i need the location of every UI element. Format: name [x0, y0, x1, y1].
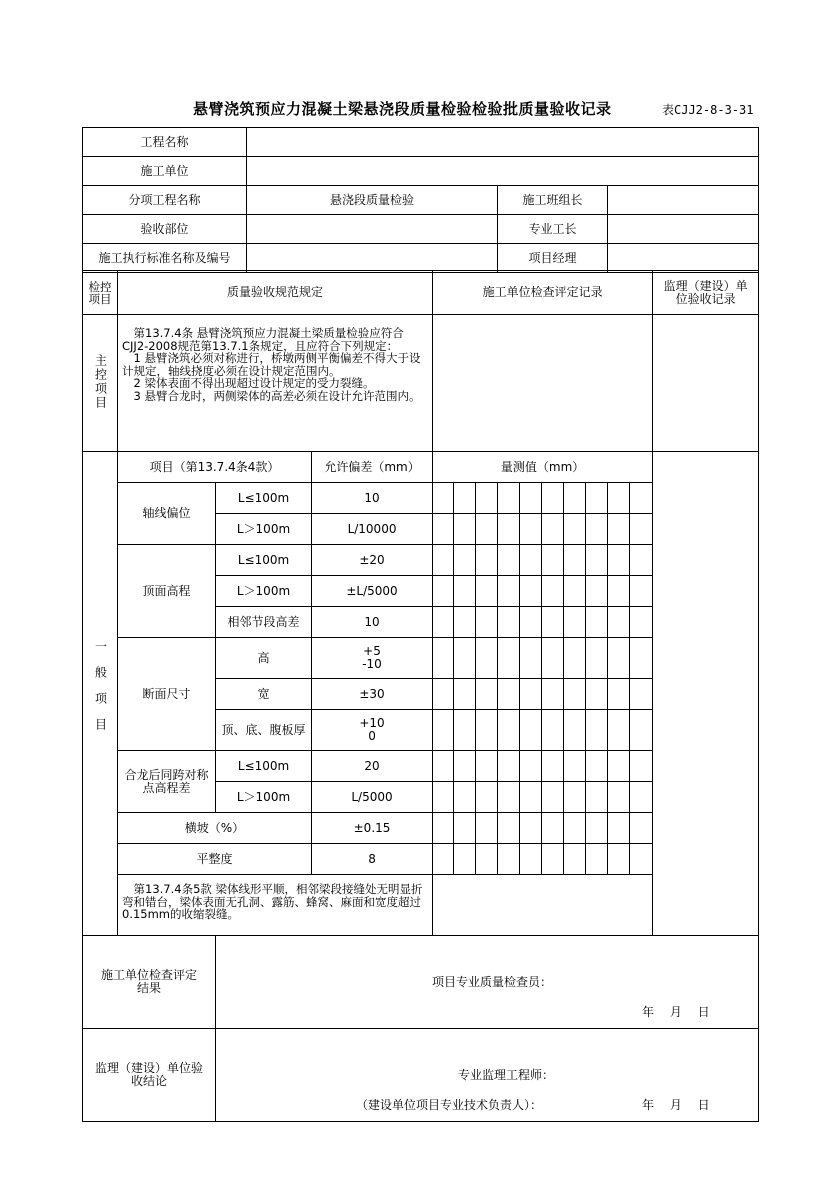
measured-cell[interactable]: [433, 638, 454, 679]
measured-cell[interactable]: [476, 483, 498, 514]
measured-cell[interactable]: [564, 638, 586, 679]
main-control-supervisor[interactable]: [653, 315, 759, 452]
measured-cell[interactable]: [454, 607, 476, 638]
measured-cell[interactable]: [498, 710, 520, 751]
tolerance-value: 10: [312, 607, 433, 638]
measured-cell[interactable]: [542, 844, 564, 875]
measured-cell[interactable]: [454, 782, 476, 813]
measured-cell[interactable]: [454, 576, 476, 607]
measured-cell[interactable]: [542, 751, 564, 782]
measured-cell[interactable]: [454, 483, 476, 514]
measured-cell[interactable]: [630, 751, 653, 782]
measured-cell[interactable]: [454, 514, 476, 545]
measured-header: 量测值（mm）: [433, 452, 653, 483]
page-title: 悬臂浇筑预应力混凝土梁悬浇段质量检验检验批质量验收记录: [193, 100, 612, 118]
engineer-label: 专业监理工程师：: [458, 1068, 555, 1082]
measured-cell[interactable]: [520, 514, 542, 545]
measured-cell[interactable]: [520, 483, 542, 514]
measured-cell[interactable]: [476, 710, 498, 751]
measured-cell[interactable]: [586, 483, 608, 514]
measured-cell[interactable]: [630, 483, 653, 514]
measured-cell[interactable]: [542, 514, 564, 545]
measured-cell[interactable]: [498, 607, 520, 638]
measured-cell[interactable]: [498, 751, 520, 782]
measured-cell[interactable]: [586, 545, 608, 576]
tolerance-value: 8: [312, 844, 433, 875]
team-leader-label: 施工班组长: [498, 186, 608, 215]
measured-cell[interactable]: [433, 782, 454, 813]
measured-cell[interactable]: [564, 576, 586, 607]
measured-cell[interactable]: [498, 782, 520, 813]
subitem-value: 悬浇段质量检验: [247, 186, 498, 215]
measured-cell[interactable]: [520, 751, 542, 782]
standard-label: 施工执行标准名称及编号: [83, 244, 247, 273]
measured-cell[interactable]: [630, 638, 653, 679]
measured-cell[interactable]: [608, 638, 630, 679]
measured-cell[interactable]: [586, 844, 608, 875]
item-sub: 高: [216, 638, 312, 679]
standard-field[interactable]: [247, 244, 498, 273]
measured-cell[interactable]: [586, 607, 608, 638]
general-label: 一般项目: [93, 640, 108, 744]
contractor-result-label: 施工单位检查评定结果: [83, 936, 216, 1029]
measured-cell[interactable]: [542, 483, 564, 514]
measured-cell[interactable]: [542, 607, 564, 638]
item-group: 断面尺寸: [118, 638, 216, 751]
tolerance-value: 10: [312, 483, 433, 514]
signature-table: [82, 935, 759, 1122]
item-sub: L＞100m: [216, 514, 312, 545]
measured-cell[interactable]: [608, 751, 630, 782]
item-group: 顶面高程: [118, 545, 216, 638]
measured-cell[interactable]: [586, 751, 608, 782]
item-sub: L≤100m: [216, 545, 312, 576]
main-control-text: 第13.7.4条 悬臂浇筑预应力混凝土梁质量检验应符合CJJ2-2008规范第13.7.1条规定，且应符合下列规定： 1 悬臂浇筑必须对称进行，桥墩两侧平衡偏差不得大于设计规定，轴线挠度必须在设计规定范围内。 2 梁体表面不得出现超过设计规定的受力裂缝。 3 悬臂合龙时，两侧梁体的高差必须在设计允许范围内。: [118, 315, 433, 452]
measured-cell[interactable]: [498, 679, 520, 710]
measured-cell[interactable]: [433, 813, 454, 844]
measured-cell[interactable]: [564, 813, 586, 844]
item-group: 轴线偏位: [118, 483, 216, 545]
project-name-field[interactable]: [247, 128, 759, 157]
general-record[interactable]: [433, 875, 653, 936]
measured-cell[interactable]: [564, 545, 586, 576]
measured-cell[interactable]: [586, 514, 608, 545]
measured-cell[interactable]: [520, 844, 542, 875]
item-group: 合龙后同跨对称点高程差: [118, 751, 216, 813]
measured-cell[interactable]: [586, 813, 608, 844]
acceptance-part-label: 验收部位: [83, 215, 247, 244]
measured-cell[interactable]: [520, 638, 542, 679]
measured-cell[interactable]: [520, 813, 542, 844]
measured-cell[interactable]: [520, 679, 542, 710]
contractor-record-header: 施工单位检查评定记录: [433, 271, 653, 315]
measured-cell[interactable]: [433, 844, 454, 875]
contractor-field[interactable]: [247, 157, 759, 186]
measured-cell[interactable]: [630, 679, 653, 710]
measured-cell[interactable]: [520, 607, 542, 638]
measured-cell[interactable]: [433, 576, 454, 607]
supervisor-record-header: 监理（建设）单位验收记录: [653, 271, 759, 315]
tolerance-value: +5 -10: [312, 638, 433, 679]
measured-cell[interactable]: [608, 545, 630, 576]
tolerance-value: ±L/5000: [312, 576, 433, 607]
measured-cell[interactable]: [454, 679, 476, 710]
item-sub: 顶、底、腹板厚: [216, 710, 312, 751]
item-name: 横坡（%）: [118, 813, 312, 844]
measured-cell[interactable]: [630, 844, 653, 875]
main-control-label: 主控项目: [93, 353, 108, 410]
measured-cell[interactable]: [630, 576, 653, 607]
measured-cell[interactable]: [476, 607, 498, 638]
main-control-record[interactable]: [433, 315, 653, 452]
contractor-label: 施工单位: [83, 157, 247, 186]
measured-cell[interactable]: [564, 514, 586, 545]
info-table: [82, 127, 759, 273]
check-item-header: 检控项目: [83, 271, 118, 315]
pm-label: 项目经理: [498, 244, 608, 273]
measured-cell[interactable]: [564, 483, 586, 514]
measured-cell[interactable]: [586, 638, 608, 679]
measured-cell[interactable]: [454, 813, 476, 844]
measured-cell[interactable]: [498, 576, 520, 607]
measured-cell[interactable]: [476, 782, 498, 813]
measured-cell[interactable]: [454, 751, 476, 782]
measured-cell[interactable]: [586, 576, 608, 607]
acceptance-part-field[interactable]: [247, 215, 498, 244]
measured-cell[interactable]: [608, 576, 630, 607]
item-sub: L≤100m: [216, 483, 312, 514]
measured-cell[interactable]: [476, 679, 498, 710]
measured-cell[interactable]: [608, 679, 630, 710]
tolerance-value: 20: [312, 751, 433, 782]
measured-cell[interactable]: [630, 813, 653, 844]
date-label: 年 月 日: [642, 1005, 710, 1019]
measured-cell[interactable]: [520, 545, 542, 576]
date-label-2: 年 月 日: [642, 1098, 710, 1112]
measured-cell[interactable]: [476, 813, 498, 844]
form-code: 表CJJ2-8-3-31: [662, 103, 754, 117]
measured-cell[interactable]: [608, 710, 630, 751]
measured-cell[interactable]: [542, 782, 564, 813]
measured-cell[interactable]: [476, 576, 498, 607]
measured-cell[interactable]: [630, 545, 653, 576]
measured-cell[interactable]: [542, 545, 564, 576]
supervisor-conclusion-label: 监理（建设）单位验收结论: [83, 1029, 216, 1122]
measured-cell[interactable]: [498, 483, 520, 514]
measured-cell[interactable]: [564, 751, 586, 782]
pm-field[interactable]: [608, 244, 759, 273]
measured-cell[interactable]: [586, 710, 608, 751]
measured-cell[interactable]: [630, 607, 653, 638]
general-text: 第13.7.4条5款 梁体线形平顺，相邻梁段接缝处无明显折弯和错台，梁体表面无孔洞、露筋、蜂窝、麻面和宽度超过0.15mm的收缩裂缝。: [118, 875, 433, 936]
tolerance-value: L/5000: [312, 782, 433, 813]
measured-cell[interactable]: [564, 782, 586, 813]
measured-cell[interactable]: [608, 514, 630, 545]
subitem-label: 分项工程名称: [83, 186, 247, 215]
spec-header: 质量验收规范规定: [118, 271, 433, 315]
measured-cell[interactable]: [433, 607, 454, 638]
measured-cell[interactable]: [542, 638, 564, 679]
tolerance-value: ±30: [312, 679, 433, 710]
measured-cell[interactable]: [630, 710, 653, 751]
measured-cell[interactable]: [454, 638, 476, 679]
item-header: 项目（第13.7.4条4款）: [118, 452, 312, 483]
item-sub: L＞100m: [216, 782, 312, 813]
owner-label: （建设单位项目专业技术负责人）：: [356, 1098, 543, 1112]
measured-cell[interactable]: [433, 710, 454, 751]
item-sub: L≤100m: [216, 751, 312, 782]
measured-cell[interactable]: [520, 576, 542, 607]
measured-cell[interactable]: [564, 607, 586, 638]
tolerance-value: ±20: [312, 545, 433, 576]
measured-cell[interactable]: [630, 782, 653, 813]
general-supervisor[interactable]: [653, 452, 759, 936]
measured-cell[interactable]: [520, 782, 542, 813]
measured-cell[interactable]: [476, 545, 498, 576]
measured-cell[interactable]: [564, 679, 586, 710]
measured-cell[interactable]: [498, 844, 520, 875]
measured-cell[interactable]: [608, 813, 630, 844]
inspector-label: 项目专业质量检查员：: [432, 975, 553, 989]
item-sub: 宽: [216, 679, 312, 710]
measured-cell[interactable]: [433, 751, 454, 782]
tolerance-value: +10 0: [312, 710, 433, 751]
measured-cell[interactable]: [454, 710, 476, 751]
foreman-field[interactable]: [608, 215, 759, 244]
item-sub: L＞100m: [216, 576, 312, 607]
measured-cell[interactable]: [608, 483, 630, 514]
measured-cell[interactable]: [586, 782, 608, 813]
measured-cell[interactable]: [433, 514, 454, 545]
measured-cell[interactable]: [454, 844, 476, 875]
project-name-label: 工程名称: [83, 128, 247, 157]
team-leader-field[interactable]: [608, 186, 759, 215]
measured-cell[interactable]: [498, 638, 520, 679]
measured-cell[interactable]: [433, 545, 454, 576]
measured-cell[interactable]: [433, 679, 454, 710]
measured-cell[interactable]: [542, 710, 564, 751]
measured-cell[interactable]: [498, 813, 520, 844]
measured-cell[interactable]: [476, 751, 498, 782]
tolerance-value: ±0.15: [312, 813, 433, 844]
measured-cell[interactable]: [630, 514, 653, 545]
measured-cell[interactable]: [520, 710, 542, 751]
measured-cell[interactable]: [476, 514, 498, 545]
measured-cell[interactable]: [433, 483, 454, 514]
measured-cell[interactable]: [476, 844, 498, 875]
measured-cell[interactable]: [476, 638, 498, 679]
inspection-table: [82, 270, 759, 936]
measured-cell[interactable]: [564, 844, 586, 875]
measured-cell[interactable]: [542, 679, 564, 710]
measured-cell[interactable]: [454, 545, 476, 576]
measured-cell[interactable]: [608, 844, 630, 875]
measured-cell[interactable]: [564, 710, 586, 751]
measured-cell[interactable]: [498, 514, 520, 545]
measured-cell[interactable]: [542, 813, 564, 844]
item-sub: 相邻节段高差: [216, 607, 312, 638]
tolerance-value: L/10000: [312, 514, 433, 545]
measured-cell[interactable]: [608, 782, 630, 813]
foreman-label: 专业工长: [498, 215, 608, 244]
measured-cell[interactable]: [608, 607, 630, 638]
measured-cell[interactable]: [498, 545, 520, 576]
tolerance-header: 允许偏差（mm）: [312, 452, 433, 483]
measured-cell[interactable]: [586, 679, 608, 710]
item-name: 平整度: [118, 844, 312, 875]
measured-cell[interactable]: [542, 576, 564, 607]
